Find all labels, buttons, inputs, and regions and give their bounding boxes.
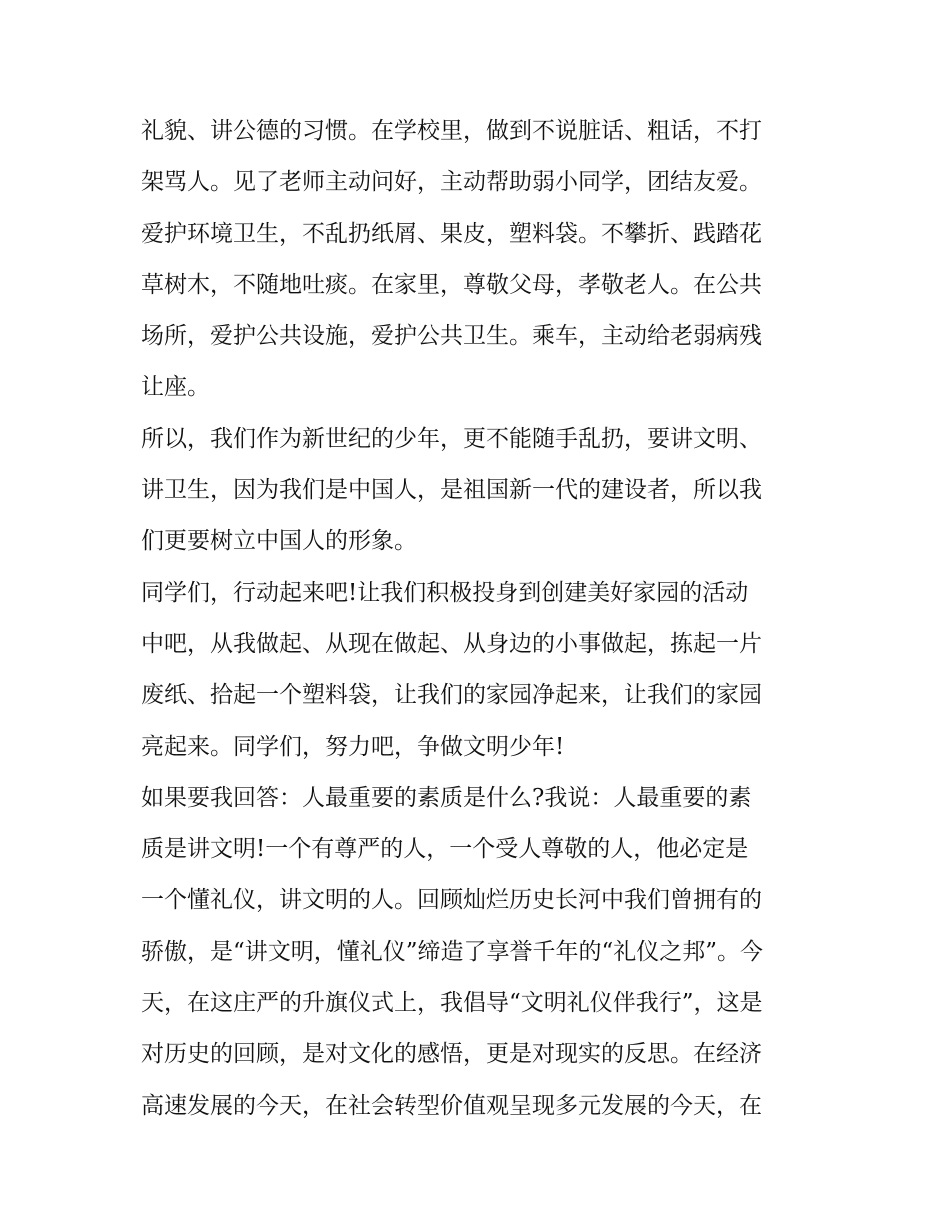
document-body xyxy=(141,106,821,1132)
text-line: 质是讲文明!一个有尊严的人，一个受人尊敬的人，他必定是 xyxy=(141,836,749,863)
text-line: 高速发展的今天，在社会转型价值观呈现多元发展的今天，在 xyxy=(141,1092,762,1119)
text-line: 骄傲，是“讲文明，懂礼仪”缔造了享誉千年的“礼仪之邦”。今 xyxy=(141,938,764,965)
text-line: 如果要我回答：人最重要的素质是什么?我说：人最重要的素 xyxy=(141,784,752,811)
text-line: 一个懂礼仪，讲文明的人。回顾灿烂历史长河中我们曾拥有的 xyxy=(141,887,762,914)
text-line: 废纸、拾起一个塑料袋，让我们的家园净起来，让我们的家园 xyxy=(141,682,762,709)
text-line: 同学们，行动起来吧!让我们积极投身到创建美好家园的活动 xyxy=(141,579,749,606)
text-line: 中吧，从我做起、从现在做起、从身边的小事做起，拣起一片 xyxy=(141,630,762,657)
text-line: 让座。 xyxy=(141,374,210,401)
text-line: 所以，我们作为新世纪的少年，更不能随手乱扔，要讲文明、 xyxy=(141,425,762,452)
text-line: 对历史的回顾，是对文化的感悟，更是对现实的反思。在经济 xyxy=(141,1041,762,1068)
text-line: 场所，爱护公共设施，爱护公共卫生。乘车，主动给老弱病残 xyxy=(141,323,762,350)
text-line: 天，在这庄严的升旗仪式上，我倡导“文明礼仪伴我行”，这是 xyxy=(141,990,763,1017)
text-line: 讲卫生，因为我们是中国人，是祖国新一代的建设者，所以我 xyxy=(141,477,762,504)
text-line: 爱护环境卫生，不乱扔纸屑、果皮，塑料袋。不攀折、践踏花 xyxy=(141,220,762,247)
text-line: 亮起来。同学们，努力吧，争做文明少年! xyxy=(141,733,565,760)
text-line: 架骂人。见了老师主动问好，主动帮助弱小同学，团结友爱。 xyxy=(141,169,762,196)
text-line: 礼貌、讲公德的习惯。在学校里，做到不说脏话、粗话，不打 xyxy=(141,118,762,144)
text-line: 们更要树立中国人的形象。 xyxy=(141,528,417,555)
text-line: 草树木，不随地吐痰。在家里，尊敬父母，孝敬老人。在公共 xyxy=(141,271,762,298)
